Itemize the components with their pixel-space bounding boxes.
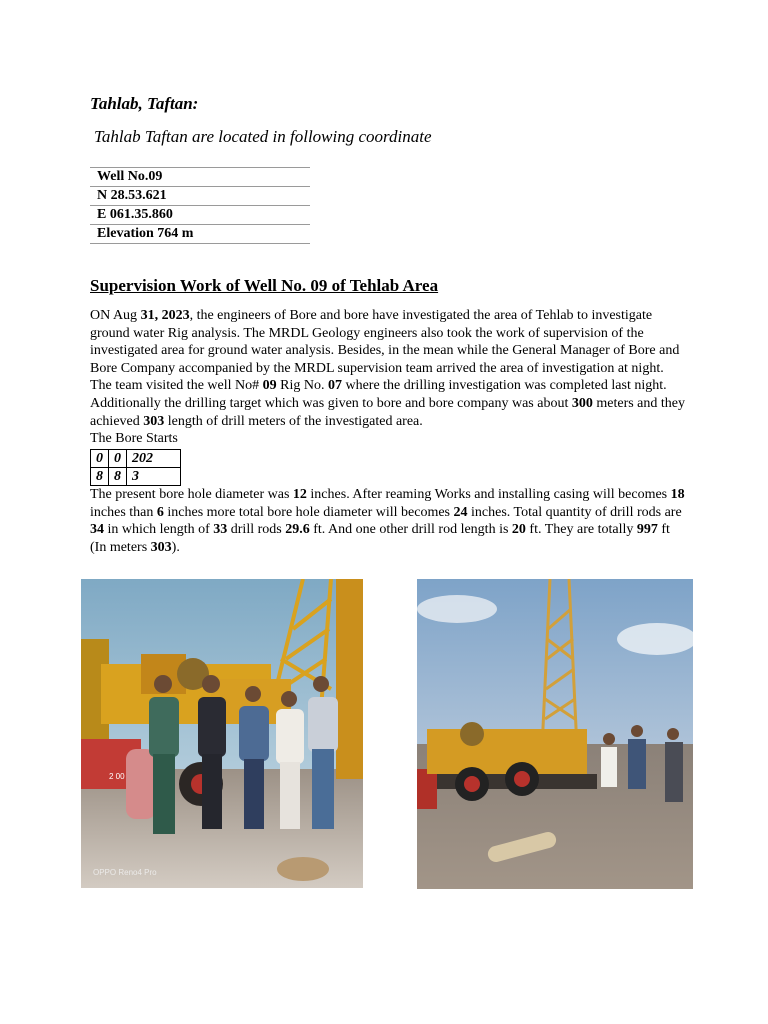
coordinate-cell-well: Well No.09 bbox=[90, 168, 310, 187]
truck-number-text: 2 00 bbox=[109, 772, 125, 781]
camera-watermark-text: OPPO Reno4 Pro bbox=[93, 868, 157, 877]
bore-start-date-table bbox=[90, 449, 181, 486]
text-run: ft (In meters bbox=[90, 522, 670, 555]
coordinates-table bbox=[90, 167, 310, 244]
table-row bbox=[90, 206, 310, 225]
coordinate-cell-north: N 28.53.621 bbox=[90, 187, 310, 206]
bold-value: 18 bbox=[670, 487, 685, 502]
bold-value: 24 bbox=[453, 504, 468, 520]
text-run: ft. And one other drill rod length is bbox=[309, 522, 512, 538]
rig-photo bbox=[417, 579, 693, 889]
text-run: ON Aug bbox=[90, 308, 141, 323]
coordinate-cell-east: E 061.35.860 bbox=[90, 206, 310, 225]
report-paragraph-2 bbox=[90, 486, 688, 556]
bold-value: 33 bbox=[213, 522, 228, 538]
table-row bbox=[91, 468, 181, 486]
text-run: ft. They are totally bbox=[525, 522, 637, 538]
text-run: The present bore hole diameter was bbox=[90, 487, 293, 502]
coordinate-cell-elevation: Elevation 764 m bbox=[90, 225, 310, 244]
date-cell: 8 bbox=[91, 468, 109, 486]
table-row bbox=[91, 450, 181, 468]
text-run: in which length of bbox=[104, 522, 214, 538]
text-run: meters and they achieved bbox=[90, 395, 685, 429]
bold-value: 31, 2023 bbox=[140, 308, 190, 323]
bold-value: 12 bbox=[292, 487, 307, 502]
text-run: inches more total bore hole diameter will becomes bbox=[163, 504, 454, 520]
section-heading: Supervision Work of Well No. 09 of Tehlab Area bbox=[90, 276, 439, 295]
table-row bbox=[90, 225, 310, 244]
date-cell: 8 bbox=[109, 468, 127, 486]
bore-starts-label: The Bore Starts bbox=[90, 431, 178, 446]
date-cell: 0 bbox=[91, 450, 109, 468]
bold-value: 07 bbox=[327, 378, 342, 394]
text-run: length of drill meters of the investigated area. bbox=[164, 413, 423, 429]
coordinates-intro: Tahlab Taftan are located in following coordinate bbox=[94, 127, 432, 146]
bold-value: 300 bbox=[571, 395, 593, 411]
bold-value: 09 bbox=[262, 378, 277, 394]
text-run: ). bbox=[171, 539, 180, 555]
crew-photo bbox=[81, 579, 363, 888]
text-run: , the engineers of Bore and bore have investigated the area of Tehlab to investigate ground water Rig analysis. The MRDL Geology engineers also took the work of supervision of the investigated area for ground water analysis. Besides, in the mean while the General Manager of Bore and Bore Company accompanied by the MRDL supervision team arrived the area of investigation at night. The team visited the well No# bbox=[90, 308, 680, 394]
location-heading: Tahlab, Taftan: bbox=[90, 94, 199, 113]
text-run: drill rods bbox=[227, 522, 286, 538]
text-run: inches than bbox=[90, 504, 157, 520]
bold-value: 29.6 bbox=[285, 522, 310, 538]
date-cell: 202 bbox=[127, 450, 181, 468]
date-cell: 3 bbox=[127, 468, 181, 486]
date-cell: 0 bbox=[109, 450, 127, 468]
bold-value: 303 bbox=[143, 413, 165, 429]
text-run: where the drilling investigation was completed last night. Additionally the drilling target which was given to bore and bore company was about bbox=[90, 378, 667, 411]
report-paragraph-1 bbox=[90, 307, 688, 430]
bold-value: 997 bbox=[636, 522, 658, 538]
text-run: inches. After reaming Works and installing casing will becomes bbox=[306, 487, 671, 502]
bold-value: 303 bbox=[150, 539, 172, 555]
text-run: Rig No. bbox=[276, 378, 328, 394]
bold-value: 6 bbox=[156, 504, 164, 520]
bold-value: 20 bbox=[511, 522, 526, 538]
table-row bbox=[90, 187, 310, 206]
bold-value: 34 bbox=[90, 522, 104, 538]
table-row bbox=[90, 168, 310, 187]
text-run: inches. Total quantity of drill rods are bbox=[467, 504, 682, 520]
